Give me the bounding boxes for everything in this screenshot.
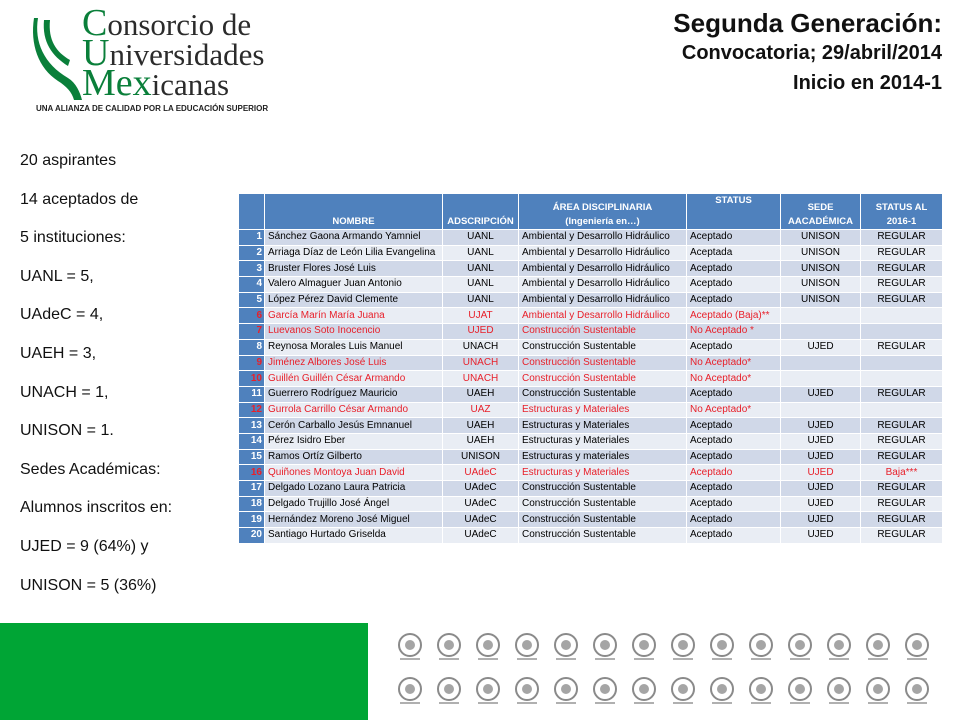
summary-line: Alumnos inscritos en: <box>20 499 173 517</box>
logo-line-3: Mexicanas <box>82 62 230 104</box>
row-number: 9 <box>239 355 265 371</box>
uanl-logo-icon <box>708 632 736 662</box>
discipline-area: Construcción Sustentable <box>519 512 687 528</box>
status: Aceptada <box>687 245 781 261</box>
academic-seat: UJED <box>781 465 861 481</box>
row-number: 7 <box>239 324 265 340</box>
status: Aceptado <box>687 496 781 512</box>
summary-line: 5 instituciones: <box>20 229 126 247</box>
header-adscripcion: ADSCRIPCIÓN <box>443 194 519 230</box>
adscription: UANL <box>443 277 519 293</box>
status: No Aceptado* <box>687 371 781 387</box>
academic-seat <box>781 324 861 340</box>
adscription: UAEH <box>443 433 519 449</box>
discipline-area: Construcción Sustentable <box>519 496 687 512</box>
summary-line: UAEH = 3, <box>20 344 97 362</box>
status-2016: Baja*** <box>861 465 943 481</box>
status: Aceptado <box>687 433 781 449</box>
status-2016: REGULAR <box>861 339 943 355</box>
discipline-area: Construcción Sustentable <box>519 481 687 497</box>
discipline-area: Construcción Sustentable <box>519 386 687 402</box>
logo-line-2: Universidades <box>82 32 265 74</box>
status-2016: REGULAR <box>861 277 943 293</box>
table-row <box>239 386 943 402</box>
university-seal-icon <box>903 676 931 706</box>
status-2016: REGULAR <box>861 528 943 544</box>
table-row <box>239 324 943 340</box>
summary-line: UANL = 5, <box>20 267 94 285</box>
uady-logo-icon <box>825 632 853 662</box>
uacj-logo-icon <box>630 632 658 662</box>
university-seal-icon <box>669 632 697 662</box>
row-number: 18 <box>239 496 265 512</box>
university-seal-icon <box>903 632 931 662</box>
student-name: Bruster Flores José Luis <box>265 261 443 277</box>
summary-list <box>20 142 230 605</box>
consortium-logo <box>30 2 290 120</box>
adscription: UAdeC <box>443 481 519 497</box>
university-seal-icon <box>552 676 580 706</box>
title-line-2: Convocatoria; 29/abril/2014 <box>681 42 942 64</box>
academic-seat <box>781 355 861 371</box>
academic-seat: UJED <box>781 496 861 512</box>
discipline-area: Estructuras y Materiales <box>519 402 687 418</box>
adscription: UANL <box>443 230 519 246</box>
row-number: 14 <box>239 433 265 449</box>
student-name: Luevanos Soto Inocencio <box>265 324 443 340</box>
status-2016: REGULAR <box>861 449 943 465</box>
table-row <box>239 355 943 371</box>
academic-seat: UJED <box>781 481 861 497</box>
table-row <box>239 496 943 512</box>
adscription: UANL <box>443 261 519 277</box>
adscription: UJAT <box>443 308 519 324</box>
uac-logo-icon <box>747 676 775 706</box>
header-num <box>239 194 265 230</box>
student-name: Ramos Ortíz Gilberto <box>265 449 443 465</box>
logo-line-1: Consorcio de <box>82 2 252 44</box>
discipline-area: Construcción Sustentable <box>519 528 687 544</box>
row-number: 19 <box>239 512 265 528</box>
discipline-area: Ambiental y Desarrollo Hidráulico <box>519 261 687 277</box>
footer-university-logos <box>396 632 956 716</box>
table-row <box>239 528 943 544</box>
status: Aceptado <box>687 465 781 481</box>
academic-seat: UJED <box>781 386 861 402</box>
row-number: 15 <box>239 449 265 465</box>
adscription: UAdeC <box>443 465 519 481</box>
discipline-area: Construcción Sustentable <box>519 355 687 371</box>
row-number: 1 <box>239 230 265 246</box>
row-number: 13 <box>239 418 265 434</box>
table-row <box>239 277 943 293</box>
logo-tagline: UNA ALIANZA DE CALIDAD POR LA EDUCACIÓN SUPERIOR <box>36 104 269 113</box>
student-name: Valero Almaguer Juan Antonio <box>265 277 443 293</box>
row-number: 11 <box>239 386 265 402</box>
table-row <box>239 292 943 308</box>
discipline-area: Ambiental y Desarrollo Hidráulico <box>519 230 687 246</box>
summary-line: UNISON = 1. <box>20 422 114 440</box>
university-seal-icon <box>396 676 424 706</box>
status: No Aceptado* <box>687 402 781 418</box>
table-row <box>239 371 943 387</box>
student-name: Cerón Carballo Jesús Emnanuel <box>265 418 443 434</box>
academic-seat: UJED <box>781 512 861 528</box>
row-number: 20 <box>239 528 265 544</box>
student-name: Hernández Moreno José Miguel <box>265 512 443 528</box>
status-2016 <box>861 308 943 324</box>
row-number: 17 <box>239 481 265 497</box>
university-seal-icon <box>591 632 619 662</box>
status: Aceptado <box>687 512 781 528</box>
header-status-2016: STATUS AL 2016-1 <box>861 194 943 230</box>
university-seal-icon <box>864 676 892 706</box>
consortium-swoosh-icon <box>30 12 90 102</box>
discipline-area: Estructuras y Materiales <box>519 465 687 481</box>
academic-seat: UJED <box>781 528 861 544</box>
status-2016: REGULAR <box>861 230 943 246</box>
student-name: Jiménez Albores José Luis <box>265 355 443 371</box>
row-number: 8 <box>239 339 265 355</box>
discipline-area: Estructuras y materiales <box>519 449 687 465</box>
university-seal-icon <box>513 676 541 706</box>
adscription: UNACH <box>443 339 519 355</box>
discipline-area: Ambiental y Desarrollo Hidráulico <box>519 277 687 293</box>
summary-line: UJED = 9 (64%) y <box>20 537 149 555</box>
student-name: Guerrero Rodríguez Mauricio <box>265 386 443 402</box>
status-2016: REGULAR <box>861 245 943 261</box>
summary-line: 20 aspirantes <box>20 152 117 169</box>
table-row <box>239 402 943 418</box>
row-number: 10 <box>239 371 265 387</box>
university-seal-icon <box>591 676 619 706</box>
row-number: 6 <box>239 308 265 324</box>
status-2016 <box>861 402 943 418</box>
footer-green-block <box>0 623 368 720</box>
status-2016 <box>861 324 943 340</box>
summary-line: UNISON = 5 (36%) <box>20 576 157 594</box>
university-seal-icon <box>825 676 853 706</box>
status-2016: REGULAR <box>861 261 943 277</box>
academic-seat: UJED <box>781 339 861 355</box>
student-name: García Marín María Juana <box>265 308 443 324</box>
table-row <box>239 230 943 246</box>
summary-line: UNACH = 1, <box>20 383 109 401</box>
status: Aceptado <box>687 230 781 246</box>
table-row <box>239 245 943 261</box>
university-seal-icon <box>708 676 736 706</box>
discipline-area: Construcción Sustentable <box>519 324 687 340</box>
header-sede: SEDE AACADÉMICA <box>781 194 861 230</box>
row-number: 2 <box>239 245 265 261</box>
status: Aceptado <box>687 449 781 465</box>
student-name: Reynosa Morales Luis Manuel <box>265 339 443 355</box>
university-seal-icon <box>513 632 541 662</box>
university-seal-icon <box>864 632 892 662</box>
table-row <box>239 339 943 355</box>
academic-seat: UJED <box>781 433 861 449</box>
academic-seat <box>781 402 861 418</box>
university-seal-icon <box>435 632 463 662</box>
status: Aceptado <box>687 528 781 544</box>
university-seal-icon <box>630 676 658 706</box>
row-number: 3 <box>239 261 265 277</box>
discipline-area: Construcción Sustentable <box>519 371 687 387</box>
university-seal-icon <box>435 676 463 706</box>
academic-seat: UNISON <box>781 230 861 246</box>
university-seal-icon <box>669 676 697 706</box>
students-table <box>238 193 942 544</box>
table-row <box>239 465 943 481</box>
academic-seat: UNISON <box>781 277 861 293</box>
status-2016 <box>861 371 943 387</box>
table-row <box>239 308 943 324</box>
student-name: Pérez Isidro Eber <box>265 433 443 449</box>
status-2016: REGULAR <box>861 496 943 512</box>
adscription: UAdeC <box>443 512 519 528</box>
discipline-area: Construcción Sustentable <box>519 339 687 355</box>
status: No Aceptado * <box>687 324 781 340</box>
adscription: UAEH <box>443 386 519 402</box>
university-seal-icon <box>786 676 814 706</box>
status: Aceptado <box>687 418 781 434</box>
status: Aceptado <box>687 481 781 497</box>
university-seal-icon <box>786 632 814 662</box>
row-number: 16 <box>239 465 265 481</box>
table-row <box>239 481 943 497</box>
adscription: UAZ <box>443 402 519 418</box>
student-name: Santiago Hurtado Griselda <box>265 528 443 544</box>
status: Aceptado <box>687 292 781 308</box>
academic-seat: UJED <box>781 418 861 434</box>
summary-line: 14 aceptados de <box>20 190 139 208</box>
discipline-area: Estructuras y Materiales <box>519 433 687 449</box>
table-row <box>239 449 943 465</box>
university-seal-icon <box>396 632 424 662</box>
table-header-row <box>239 194 943 230</box>
summary-line: Sedes Académicas: <box>20 460 161 478</box>
adscription: UNISON <box>443 449 519 465</box>
discipline-area: Ambiental y Desarrollo Hidráulico <box>519 292 687 308</box>
status: Aceptado (Baja)** <box>687 308 781 324</box>
status: No Aceptado* <box>687 355 781 371</box>
student-name: Gurrola Carrillo César Armando <box>265 402 443 418</box>
student-name: Guillén Guillén César Armando <box>265 371 443 387</box>
adscription: UNACH <box>443 355 519 371</box>
status-2016: REGULAR <box>861 433 943 449</box>
discipline-area: Ambiental y Desarrollo Hidráulico <box>519 308 687 324</box>
university-seal-icon <box>747 632 775 662</box>
row-number: 5 <box>239 292 265 308</box>
student-name: Quiñones Montoya Juan David <box>265 465 443 481</box>
status-2016: REGULAR <box>861 386 943 402</box>
status: Aceptado <box>687 261 781 277</box>
title-line-1: Segunda Generación: <box>673 8 942 38</box>
title-line-3: Inicio en 2014-1 <box>793 72 942 94</box>
status: Aceptado <box>687 386 781 402</box>
adscription: UANL <box>443 292 519 308</box>
academic-seat <box>781 371 861 387</box>
discipline-area: Ambiental y Desarrollo Hidráulico <box>519 245 687 261</box>
slide-title <box>673 6 942 96</box>
discipline-area: Estructuras y Materiales <box>519 418 687 434</box>
status-2016 <box>861 355 943 371</box>
status-2016: REGULAR <box>861 481 943 497</box>
academic-seat: UNISON <box>781 261 861 277</box>
university-seal-icon <box>552 632 580 662</box>
adscription: UAdeC <box>443 528 519 544</box>
student-name: López Pérez David Clemente <box>265 292 443 308</box>
academic-seat: UJED <box>781 449 861 465</box>
adscription: UNACH <box>443 371 519 387</box>
summary-line: UAdeC = 4, <box>20 306 104 324</box>
header-nombre: NOMBRE <box>265 194 443 230</box>
university-seal-icon <box>474 632 502 662</box>
row-number: 4 <box>239 277 265 293</box>
table-row <box>239 433 943 449</box>
header-area: ÁREA DISCIPLINARIA (Ingeniería en…) <box>519 194 687 230</box>
row-number: 12 <box>239 402 265 418</box>
student-name: Sánchez Gaona Armando Yamniel <box>265 230 443 246</box>
student-name: Delgado Trujillo José Ángel <box>265 496 443 512</box>
academic-seat: UNISON <box>781 292 861 308</box>
table-row <box>239 512 943 528</box>
student-name: Delgado Lozano Laura Patricia <box>265 481 443 497</box>
adscription: UANL <box>443 245 519 261</box>
status-2016: REGULAR <box>861 512 943 528</box>
university-seal-icon <box>474 676 502 706</box>
adscription: UAEH <box>443 418 519 434</box>
student-name: Arriaga Díaz de León Lilia Evangelina <box>265 245 443 261</box>
status: Aceptado <box>687 277 781 293</box>
academic-seat: UNISON <box>781 245 861 261</box>
table-row <box>239 261 943 277</box>
status-2016: REGULAR <box>861 418 943 434</box>
header-status: STATUS <box>687 194 781 230</box>
status-2016: REGULAR <box>861 292 943 308</box>
table-row <box>239 418 943 434</box>
adscription: UJED <box>443 324 519 340</box>
adscription: UAdeC <box>443 496 519 512</box>
academic-seat <box>781 308 861 324</box>
status: Aceptado <box>687 339 781 355</box>
